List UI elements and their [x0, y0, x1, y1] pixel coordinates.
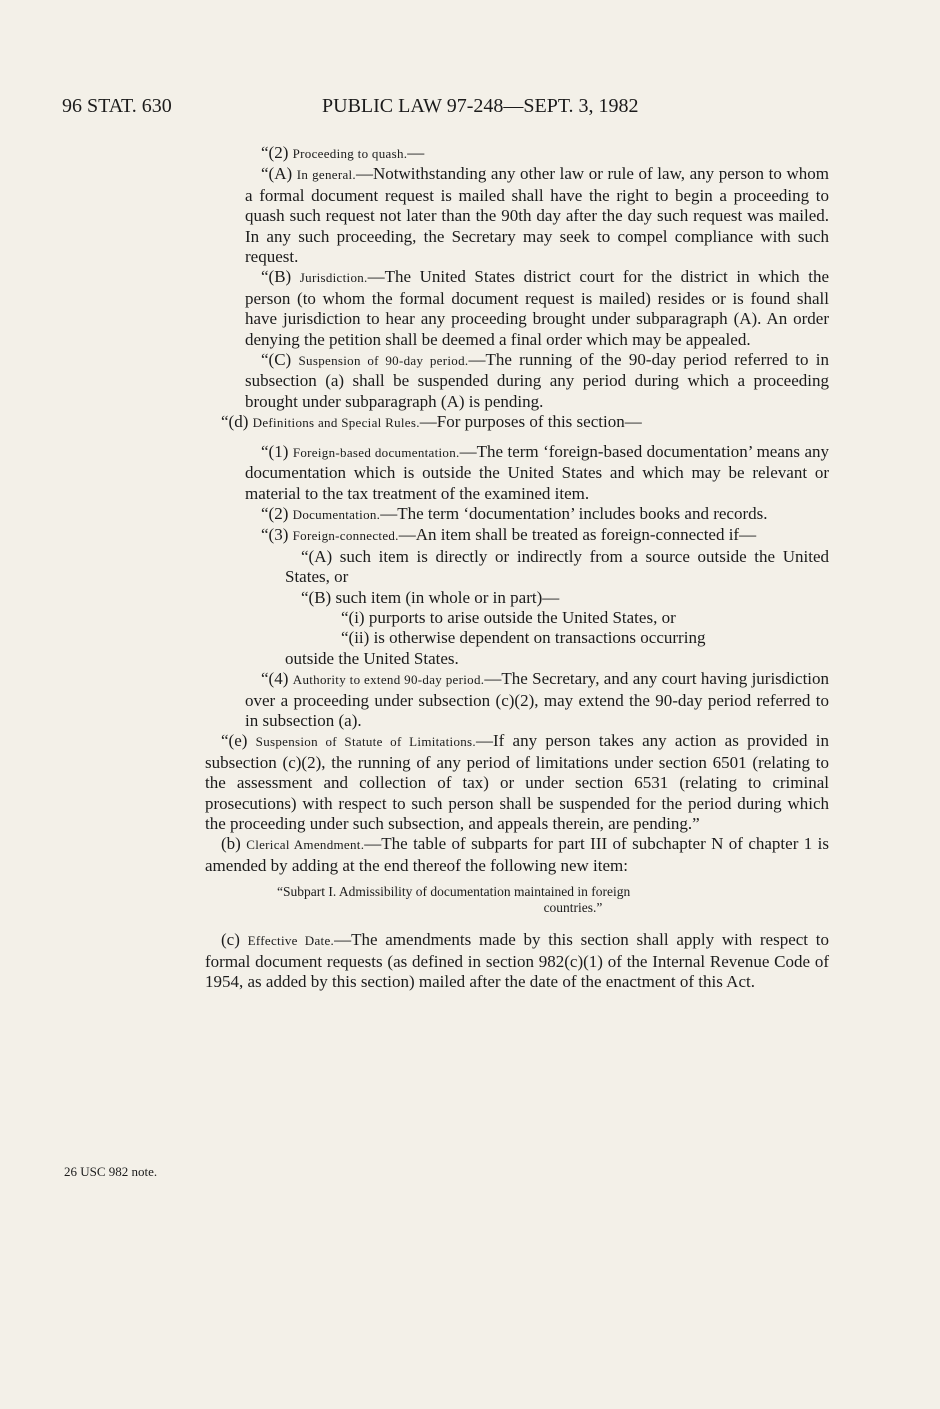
heading-clerical-amendment: Clerical Amendment.: [246, 837, 365, 853]
heading-foreign-based-documentation: Foreign-based documentation.: [292, 444, 460, 460]
heading-documentation: Documentation.: [292, 506, 381, 522]
heading-suspension-90-day: Suspension of 90-day period.: [298, 353, 469, 369]
para-foreign-based-documentation: “(1) Foreign-based documentation.—The term ‘foreign-based documentation’ means any documentation which is outside the United States and which may be relevant or material to the tax treatment of the examined item.: [245, 441, 830, 503]
para-jurisdiction: “(B) Jurisdiction.—The United States district court for the district in which the person (to whom the formal document request is mailed) resides or is found shall have jurisdiction to hear any proceeding brought under subparagraph (A). An order denying the petition shall be deemed a final order which may be appealed.: [245, 267, 829, 349]
heading-definitions: Definitions and Special Rules.: [252, 415, 420, 431]
statute-body: [205, 143, 829, 992]
para-foreign-connected-a: “(A) such item is directly or indirectly from a source outside the United States, or: [285, 546, 829, 587]
margin-note: 26 USC 982 note.: [64, 1164, 158, 1179]
heading-jurisdiction: Jurisdiction.: [299, 270, 368, 286]
para-clerical-amendment: (b) Clerical Amendment.—The table of subparts for part III of subchapter N of chapter 1 is amended by adding at the end thereof the following new item:: [205, 834, 829, 875]
heading-effective-date: Effective Date.: [247, 933, 335, 949]
table-of-subparts-item: “Subpart I. Admissibility of documentation maintained in foreign countries.”: [277, 884, 631, 916]
para-foreign-connected-b: “(B) such item (in whole or in part)—: [301, 587, 560, 607]
heading-in-general: In general.: [296, 167, 356, 183]
para-foreign-connected-b-i: “(i) purports to arise outside the United States, or: [341, 607, 676, 627]
heading-authority-to-extend: Authority to extend 90-day period.: [292, 672, 485, 688]
statute-page-reference: 96 STAT. 630: [62, 95, 172, 117]
para-foreign-connected-b-cont: outside the United States.: [285, 648, 459, 668]
para-effective-date: (c) Effective Date.—The amendments made by this section shall apply with respect to formal document requests (as defined in section 982(c)(1) of the Internal Revenue Code of 1954, as added by this section) mailed after the date of the enactment of this Act.: [205, 930, 829, 992]
heading-suspension-statute: Suspension of Statute of Limitations.: [255, 734, 476, 750]
para-foreign-connected: “(3) Foreign-connected.—An item shall be treated as foreign-connected if—: [261, 525, 757, 545]
heading-proceeding-to-quash: Proceeding to quash.: [292, 146, 408, 161]
para-definitions: “(d) Definitions and Special Rules.—For purposes of this section—: [221, 412, 642, 432]
para-suspension-90-day: “(C) Suspension of 90-day period.—The running of the 90-day period referred to in subsection (a) shall be suspended during any period during which a proceeding brought under subparagraph (A) is pending.: [245, 350, 829, 411]
para-foreign-connected-b-ii: “(ii) is otherwise dependent on transactions occurring: [341, 628, 706, 648]
para-authority-to-extend: “(4) Authority to extend 90-day period.—The Secretary, and any court having jurisdiction over a proceeding under subsection (c)(2), may extend the 90-day period referred to in subsection (a).: [245, 669, 830, 730]
para-documentation: “(2) Documentation.—The term ‘documentation’ includes books and records.: [261, 503, 768, 523]
para-suspension-statute: “(e) Suspension of Statute of Limitations.—If any person takes any action as provided in subsection (c)(2), the running of any period of limitations under section 6501 (relating to the assessment and collection of tax) or under section 6531 (relating to criminal prosecutions) with respect to such person shall be suspended for the period during which the proceeding under such subsection, and appeals therein, are pending.”: [205, 731, 829, 833]
heading-foreign-connected: Foreign-connected.: [292, 528, 399, 544]
running-title: PUBLIC LAW 97-248—SEPT. 3, 1982: [322, 95, 639, 117]
para-proceeding-to-quash: “(2) Proceeding to quash.—: [261, 143, 425, 162]
para-in-general: “(A) In general.—Notwithstanding any other law or rule of law, any person to whom a formal document request is mailed shall have the right to begin a proceeding to quash such request not later than the 90th day after the day such request was mailed. In any such proceeding, the Secretary may seek to compel compliance with such request.: [245, 164, 829, 267]
